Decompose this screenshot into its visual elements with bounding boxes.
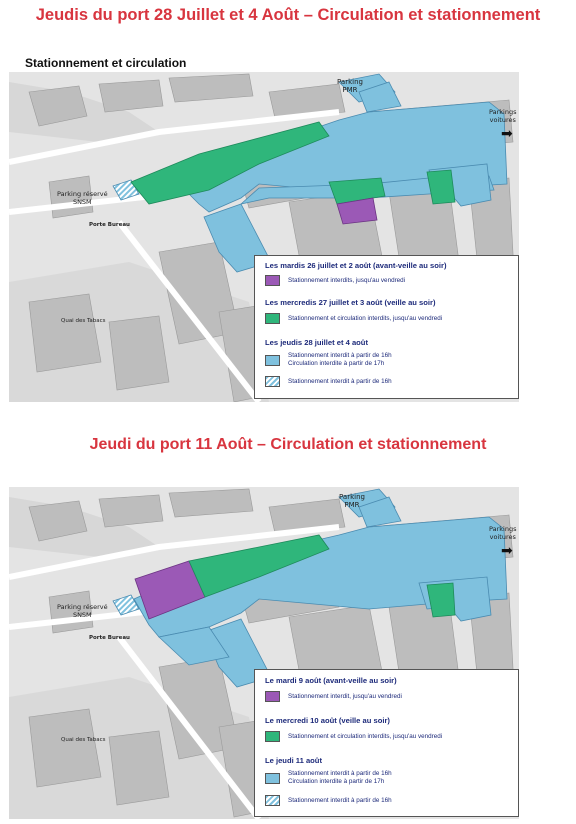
green-swatch xyxy=(265,731,280,742)
map2-right-arrow-icon: ➡ xyxy=(501,542,513,558)
map1-subtitle: Stationnement et circulation xyxy=(25,56,187,70)
map2 xyxy=(9,487,519,819)
map1-legend-row-purple xyxy=(265,275,405,286)
blue-swatch xyxy=(265,355,280,366)
map2-legend-text-blue: Stationnement interdit à partir de 16h Circulation interdite à partir de 17h xyxy=(288,770,392,785)
map1-legend-text-blue: Stationnement interdit à partir de 16h Circulation interdite à partir de 17h xyxy=(288,352,392,367)
purple-swatch xyxy=(265,691,280,702)
map1-legend-row-blue xyxy=(265,352,392,368)
map2-legend-row-purple xyxy=(265,691,402,702)
hatch-swatch xyxy=(265,795,280,806)
map1-parking-snsm-label: Parking réservé SNSM xyxy=(57,190,108,206)
map2-quai-label: Quai des Tabacs xyxy=(61,737,106,743)
map2-legend-row-blue xyxy=(265,770,392,786)
map1-porte-bureau-label: Porte Bureau xyxy=(89,222,130,228)
map2-legend-row-hatch xyxy=(265,795,392,806)
purple-swatch xyxy=(265,275,280,286)
map1-legend-text-hatch: Stationnement interdit à partir de 16h xyxy=(288,377,392,385)
map1-legend-row-green xyxy=(265,313,442,324)
map1-legend xyxy=(254,255,519,399)
map1-legend-title-1: Les mardis 26 juillet et 2 août (avant-veille au soir) xyxy=(265,261,447,270)
blue-swatch xyxy=(265,773,280,784)
map1-legend-text-purple: Stationnement interdits, jusqu'au vendredi xyxy=(288,276,406,284)
map1-parking-pmr-label: Parking PMR xyxy=(337,78,363,94)
green-swatch xyxy=(265,313,280,324)
map2-legend-title-1: Le mardi 9 août (avant-veille au soir) xyxy=(265,676,397,685)
map1 xyxy=(9,72,519,402)
map2-legend-title-3: Le jeudi 11 août xyxy=(265,756,322,765)
map1-legend-row-hatch xyxy=(265,376,392,387)
map1-legend-text-green: Stationnement et circulation interdits, jusqu'au vendredi xyxy=(288,314,443,322)
map2-parkings-voitures-label: Parkings voitures xyxy=(489,525,517,541)
hatch-swatch xyxy=(265,376,280,387)
map1-legend-title-3: Les jeudis 28 juillet et 4 août xyxy=(265,338,368,347)
map2-legend-text-green: Stationnement et circulation interdits, jusqu'au vendredi xyxy=(288,732,443,740)
map2-legend-text-hatch: Stationnement interdit à partir de 16h xyxy=(288,796,392,804)
map2-legend-row-green xyxy=(265,731,442,742)
map1-legend-title-2: Les mercredis 27 juillet et 3 août (veille au soir) xyxy=(265,298,436,307)
map2-porte-bureau-label: Porte Bureau xyxy=(89,635,130,641)
map2-title: Jeudi du port 11 Août – Circulation et stationnement xyxy=(89,436,487,453)
map1-parkings-voitures-label: Parkings voitures xyxy=(489,108,517,124)
map1-right-arrow-icon: ➡ xyxy=(501,125,513,141)
map2-parking-pmr-label: Parking PMR xyxy=(339,493,365,509)
map1-quai-label: Quai des Tabacs xyxy=(61,318,106,324)
map1-title: Jeudis du port 28 Juillet et 4 Août – Circulation et stationnement xyxy=(35,6,541,24)
map2-parking-snsm-label: Parking réservé SNSM xyxy=(57,603,108,619)
map2-legend-text-purple: Stationnement interdit, jusqu'au vendredi xyxy=(288,692,402,700)
map2-legend-title-2: Le mercredi 10 août (veille au soir) xyxy=(265,716,390,725)
map2-legend xyxy=(254,669,519,817)
